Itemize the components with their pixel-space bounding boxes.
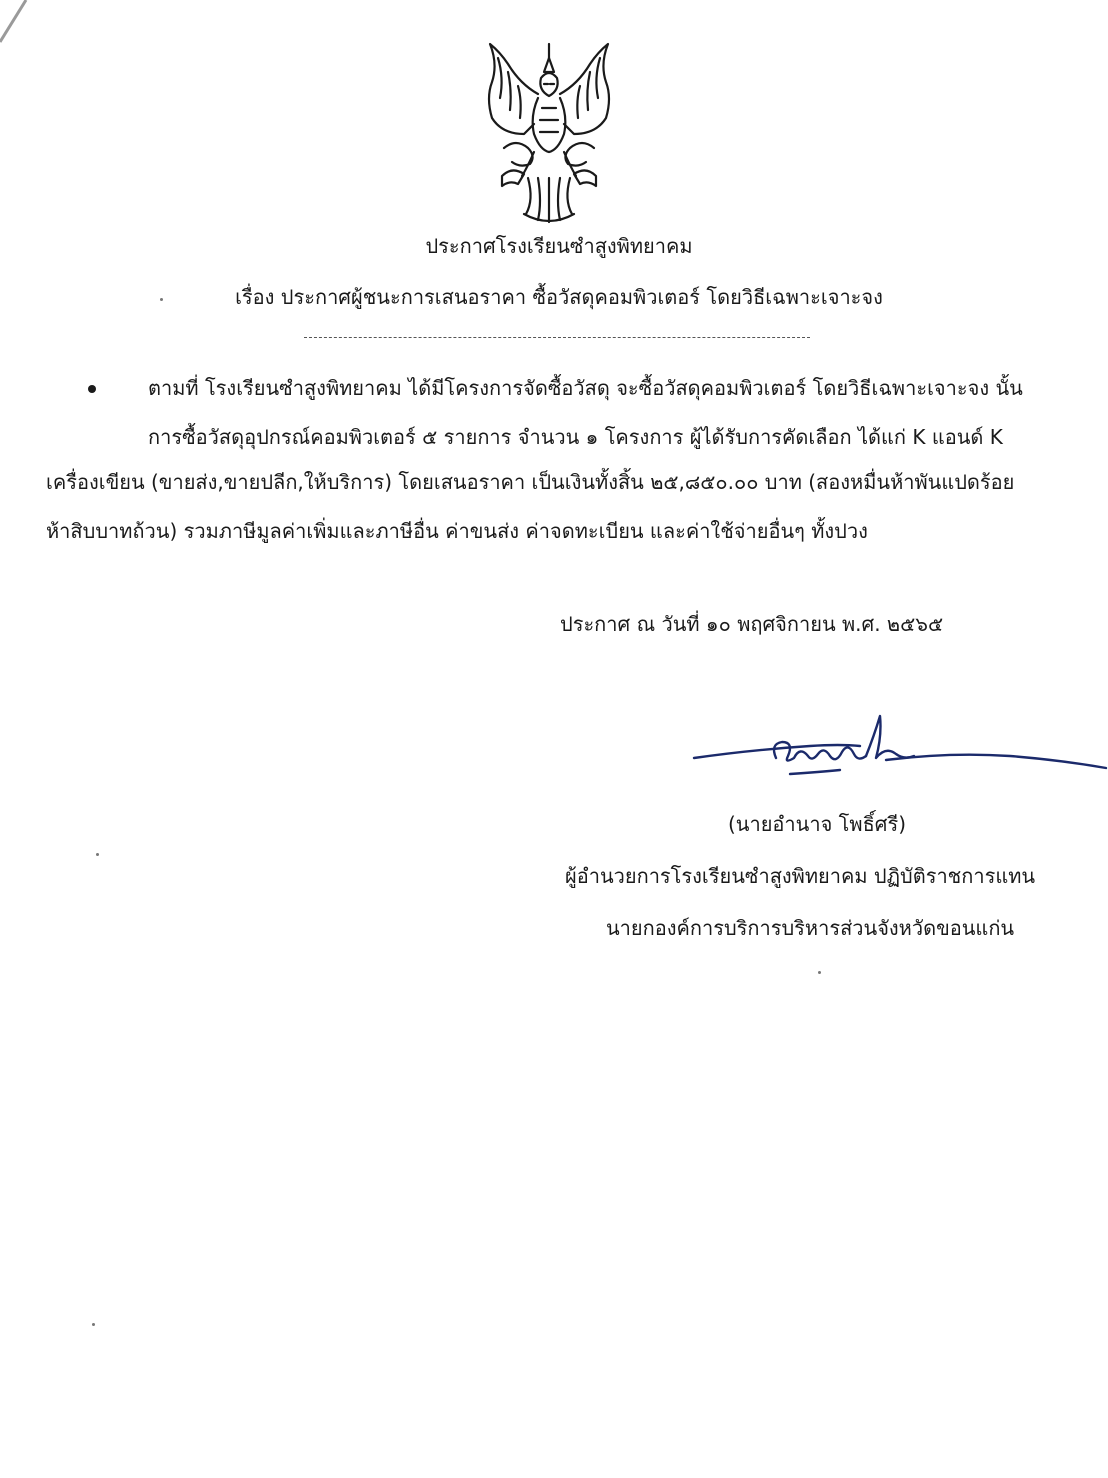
handwritten-signature — [690, 706, 1108, 786]
document-title: ประกาศโรงเรียนซำสูงพิทยาคม — [425, 234, 693, 258]
garuda-emblem-icon — [468, 38, 630, 224]
bullet-dot-icon — [88, 385, 96, 393]
scan-speck — [96, 853, 99, 856]
document-subject: เรื่อง ประกาศผู้ชนะการเสนอราคา ซื้อวัสดุคอมพิวเตอร์ โดยวิธีเฉพาะเจาะจง — [235, 285, 883, 309]
body-paragraph-line-3: เครื่องเขียน (ขายส่ง,ขายปลีก,ให้บริการ) โดยเสนอราคา เป็นเงินทั้งสิ้น ๒๕,๘๕๐.๐๐ บาท (สองหมื่นห้าพันแปดร้อย — [46, 470, 1015, 494]
scan-speck — [92, 1323, 95, 1326]
announcement-date: ประกาศ ณ วันที่ ๑๐ พฤศจิกายน พ.ศ. ๒๕๖๕ — [560, 612, 944, 636]
body-paragraph-line-2: การซื้อวัสดุอุปกรณ์คอมพิวเตอร์ ๕ รายการ จำนวน ๑ โครงการ ผู้ได้รับการคัดเลือก ได้แก่ K แอนด์ K — [148, 425, 1003, 449]
signer-position-line-1: ผู้อำนวยการโรงเรียนซำสูงพิทยาคม ปฏิบัติราชการแทน — [565, 864, 1036, 888]
body-paragraph-line-4: ห้าสิบบาทถ้วน) รวมภาษีมูลค่าเพิ่มและภาษีอื่น ค่าขนส่ง ค่าจดทะเบียน และค่าใช้จ่ายอื่นๆ ทั้งปวง — [46, 519, 868, 543]
scan-speck — [160, 298, 163, 301]
signer-name: (นายอำนาจ โพธิ์ศรี) — [728, 812, 907, 836]
scan-corner-mark — [0, 0, 30, 50]
title-divider — [304, 337, 810, 338]
body-paragraph-line-1: ตามที่ โรงเรียนซำสูงพิทยาคม ได้มีโครงการจัดซื้อวัสดุ จะซื้อวัสดุคอมพิวเตอร์ โดยวิธีเฉพาะเจาะจง นั้น — [148, 376, 1023, 400]
scan-speck — [818, 971, 821, 974]
signer-position-line-2: นายกองค์การบริการบริหารส่วนจังหวัดขอนแก่น — [606, 916, 1015, 940]
